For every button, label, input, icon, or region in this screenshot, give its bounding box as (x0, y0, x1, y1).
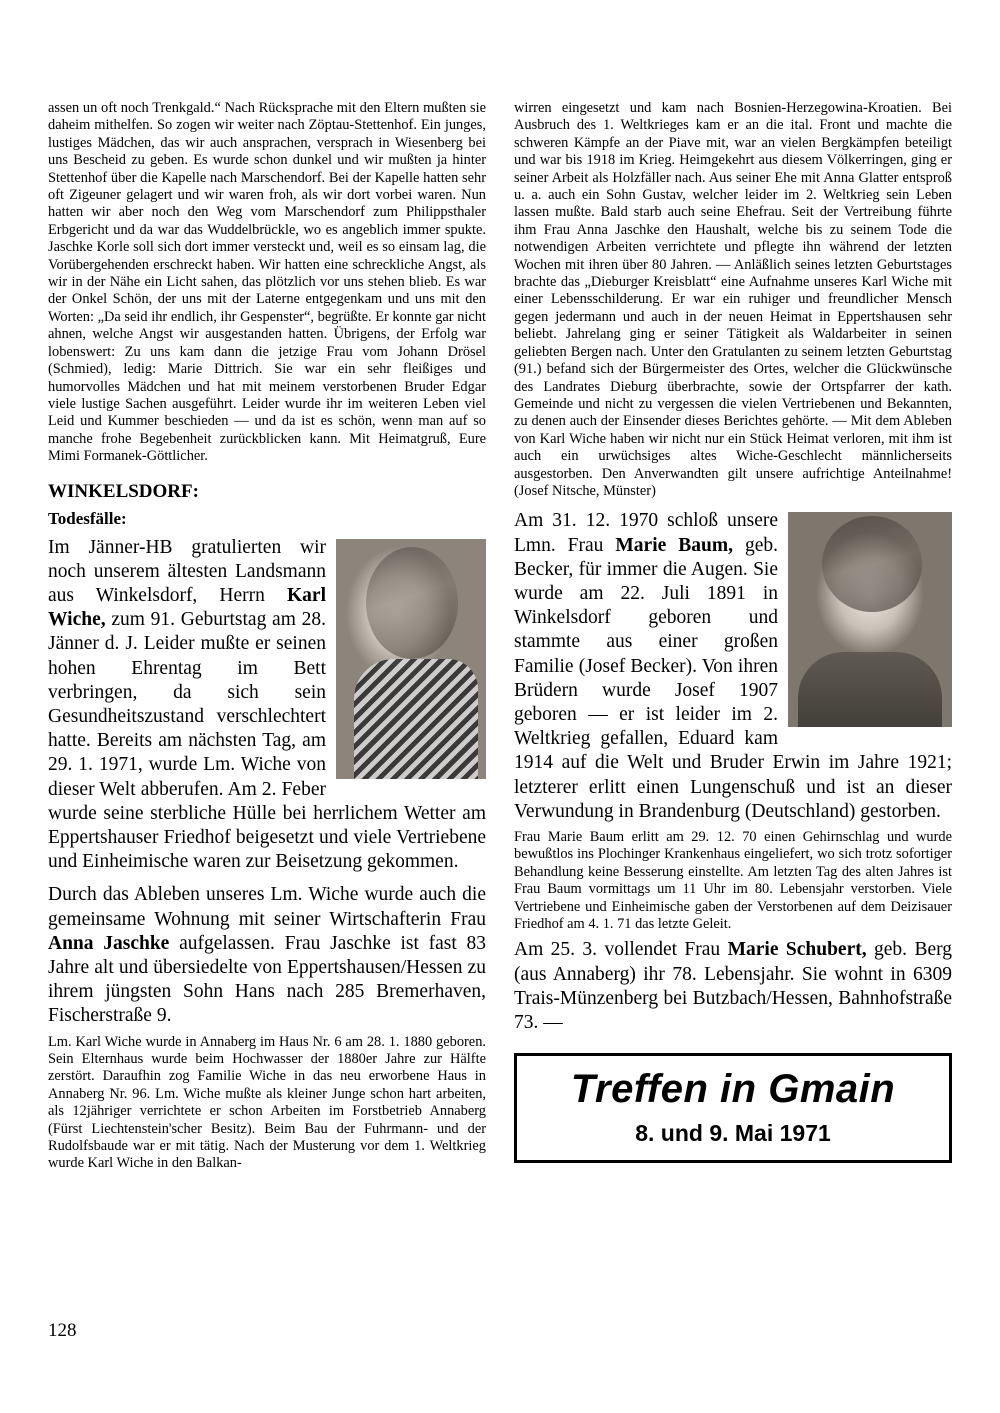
left-column (48, 100, 486, 1173)
paragraph-right-4-text-a: Am 25. 3. vollendet Frau (514, 939, 728, 961)
paragraph-left-3 (48, 883, 486, 1028)
paragraph-right-2-text-b: geb. Becker, für immer die Augen. Sie wurde am 22. Juli 1891 in Winkelsdorf geboren und stammte aus einer großen Familie (Josef Becker). Von ihren Brüdern wurde Josef 1907 geboren — er ist leider im 2. Weltkrieg gefallen, Eduard kam 1914 auf die Welt und Bruder Erwin im Jahre 1921; letzterer erlitt einen Lungenschuß und ist an dieser Verwundung in Brandenburg (Deutschland) gestorben. (514, 534, 952, 822)
portrait-photo-marie-baum (788, 512, 952, 727)
paragraph-left-3-text-a: Durch das Ableben unseres Lm. Wiche wurde auch die gemeinsame Wohnung mit seiner Wirtschafterin Frau (48, 884, 486, 930)
paragraph-left-2-text-a: Im Jänner-HB gratulierten wir noch unserem ältesten Landsmann aus Winkelsdorf, Herrn (48, 536, 326, 606)
paragraph-right-2-text-a: Am 31. 12. 1970 schloß unsere Lmn. Frau (514, 510, 778, 556)
person-name-anna-jaschke: Anna Jaschke (48, 932, 170, 954)
obituary-marie-baum-block (514, 509, 952, 824)
paragraph-right-3: Frau Marie Baum erlitt am 29. 12. 70 einen Gehirnschlag und wurde bewußtlos ins Plochinger Krankenhaus eingeliefert, wo sich trotz sofortiger Behandlung keine Besserung einstellte. Am letzten Tag des alten Jahres ist Frau Baum vormittags um 11 Uhr im 80. Lebensjahr verstorben. Viele Vertriebene und Einheimische gaben der Verstorbenen auf dem Deizisauer Friedhof am 4. 1. 71 das letzte Geleit. (514, 828, 952, 933)
right-column (514, 100, 952, 1163)
person-name-marie-baum: Marie Baum, (615, 534, 733, 556)
ad-subtitle: 8. und 9. Mai 1971 (635, 1120, 831, 1147)
paragraph-left-3-text-b: aufgelassen. Frau Jaschke ist fast 83 Jahre alt und übersiedelte von Eppertshausen/Hessen zu ihrem jüngsten Sohn Hans nach 285 Bremerhaven, Fischerstraße 9. (48, 932, 486, 1027)
page-number: 128 (48, 1320, 77, 1341)
section-heading-winkelsdorf: WINKELSDORF: (48, 480, 199, 502)
subheading-todesfaelle: Todesfälle: (48, 508, 127, 528)
paragraph-left-2-text-b: zum 91. Geburtstag am 28. Jänner d. J. Leider mußte er seinen hohen Ehrentag im Bett verbringen, da sich sein Gesundheitszustand verschlechtert hatte. Bereits am nächsten Tag, am 29. 1. 1971, wurde Lm. Wiche von dieser Welt abberufen. Am 2. Feber wurde seine sterbliche Hülle bei herrlichem Wetter am Eppertshauser Friedhof beigesetzt und viele Vertriebene und Einheimische waren zur Beisetzung gekommen. (48, 609, 486, 873)
paragraph-left-4: Lm. Karl Wiche wurde in Annaberg im Haus Nr. 6 am 28. 1. 1880 geboren. Sein Elternhaus wurde beim Hochwasser der 1880er Jahre zur Hälfte zerstört. Daraufhin zog Familie Wiche in das neu erworbene Haus in Annaberg Nr. 96. Lm. Wiche mußte als kleiner Junge schon hart arbeiten, als 12jähriger verrichtete er schon Arbeiten im Forstbetrieb Annaberg (Fürst Liechtenstein'scher Besitz). Beim Bau der Fuhrmann- und der Rudolfsbaude war er mit tätig. Nach der Musterung vor dem 1. Weltkrieg wurde Karl Wiche in den Balkan- (48, 1033, 486, 1172)
obituary-karl-wiche-block (48, 536, 486, 875)
paragraph-right-1: wirren eingesetzt und kam nach Bosnien-Herzegowina-Kroatien. Bei Ausbruch des 1. Weltkrieges kam er an die ital. Front und machte die schweren Kämpfe an der Piave mit, war an vielen Bergkämpfen beteiligt und war bis 1918 im Krieg. Heimgekehrt aus diesem Völkerringen, ging er seiner Arbeit als Holzfäller nach. Aus seiner Ehe mit Anna Glatter entsproß u. a. auch ein Sohn Gustav, welcher leider im 2. Weltkrieg sein Leben lassen mußte. Bald starb auch seine Ehefrau. Seit der Vertreibung führte ihm Frau Anna Jaschke den Haushalt, welche bis zu seinem Tode die notwendigen Arbeiten verrichtete und pflegte ihn während der letzten Wochen mit ihren über 80 Jahren. — Anläßlich seines letzten Geburtstages brachte das „Dieburger Kreisblatt“ eine Aufnahme unseres Karl Wiche mit einer Lebensschilderung. Er war ein ruhiger und freundlicher Mensch gegen jedermann und auch in der neuen Heimat in Eppertshausen sehr beliebt. Jahrelang ging er seiner Tätigkeit als Waldarbeiter in seinen geliebten Bergen nach. Unter den Gratulanten zu seinem letzten Geburtstag (91.) befand sich der Bürgermeister des Ortes, welcher die Glückwünsche des Landrates Dieburg überbrachte, sowie der Ortspfarrer der kath. Gemeinde und nicht zu vergessen die vielen Vertriebenen und Bekannten, zu denen auch der Einsender dieses Berichtes gehörte. — Mit dem Ableben von Karl Wiche haben wir nicht nur ein Stück Heimat verloren, mit ihm ist auch ein urwüchsiges altes Wiche-Geschlecht männlicherseits ausgestorben. Den Anverwandten gilt unsere aufrichtige Anteilnahme! (Josef Nitsche, Münster) (514, 100, 952, 499)
paragraph-right-4-text-b: geb. Berg (aus Annaberg) ihr 78. Lebensjahr. Sie wohnt in 6309 Trais-Münzenberg bei Butzbach/Hessen, Bahnhofstraße 73. — (514, 939, 953, 1034)
paragraph-right-4 (514, 938, 952, 1035)
person-name-marie-schubert: Marie Schubert, (727, 939, 867, 961)
person-name-karl-wiche: Karl Wiche, (48, 584, 326, 631)
ad-title: Treffen in Gmain (570, 1067, 896, 1112)
portrait-photo-karl-wiche (336, 539, 486, 779)
advertisement-treffen-in-gmain (514, 1053, 952, 1163)
paragraph-left-1: assen un oft noch Trenkgald.“ Nach Rücksprache mit den Eltern mußten sie daheim mithelfen. So zogen wir weiter nach Zöptau-Stettenhof. Ein junges, lustiges Mädchen, das wir auch ansprachen, versprach in Wiesenberg bei uns Bescheid zu geben. Es wurde schon dunkel und wir mußten ja hinter Stettenhof über die Kapelle nach Marschendorf. Bei der Kapelle hatten sehr oft Zigeuner gelagert und wir waren froh, als wir dort vorbei waren. Nun hatten wir aber noch den Weg vom Marschendorf zum Philippsthaler Erbgericht und da war das Wuddelbrückle, wo es angeblich immer spukte. Jaschke Korle soll sich dort immer versteckt und, weil es so einsam lag, die Vorübergehenden erschreckt haben. Wir hatten eine schreckliche Angst, als wir in der Nähe ein Licht sahen, das plötzlich vor uns stehen blieb. Es war der Onkel Schön, der uns mit der Laterne entgegenkam und uns mit den Worten: „Da seid ihr endlich, ihr Gespenster“, begrüßte. Er konnte gar nicht ahnen, welche Angst wir ausgestanden hatten. Übrigens, der Erfolg war lobenswert: Zu uns kam dann die jetzige Frau vom Johann Drösel (Schmied), ledig: Marie Dittrich. Sie war ein sehr fleißiges und humorvolles Mädchen und hat mit meinem verstorbenen Bruder Edgar viele lustige Sachen ausgeführt. Leider wurde ihr im weiteren Leben viel Leid und Kummer beschieden — und da ist es schön, wenn man auf so manche frohe Begebenheit zurückblicken kann. Mit Heimatgruß, Eure Mimi Formanek-Göttlicher. (48, 100, 486, 465)
